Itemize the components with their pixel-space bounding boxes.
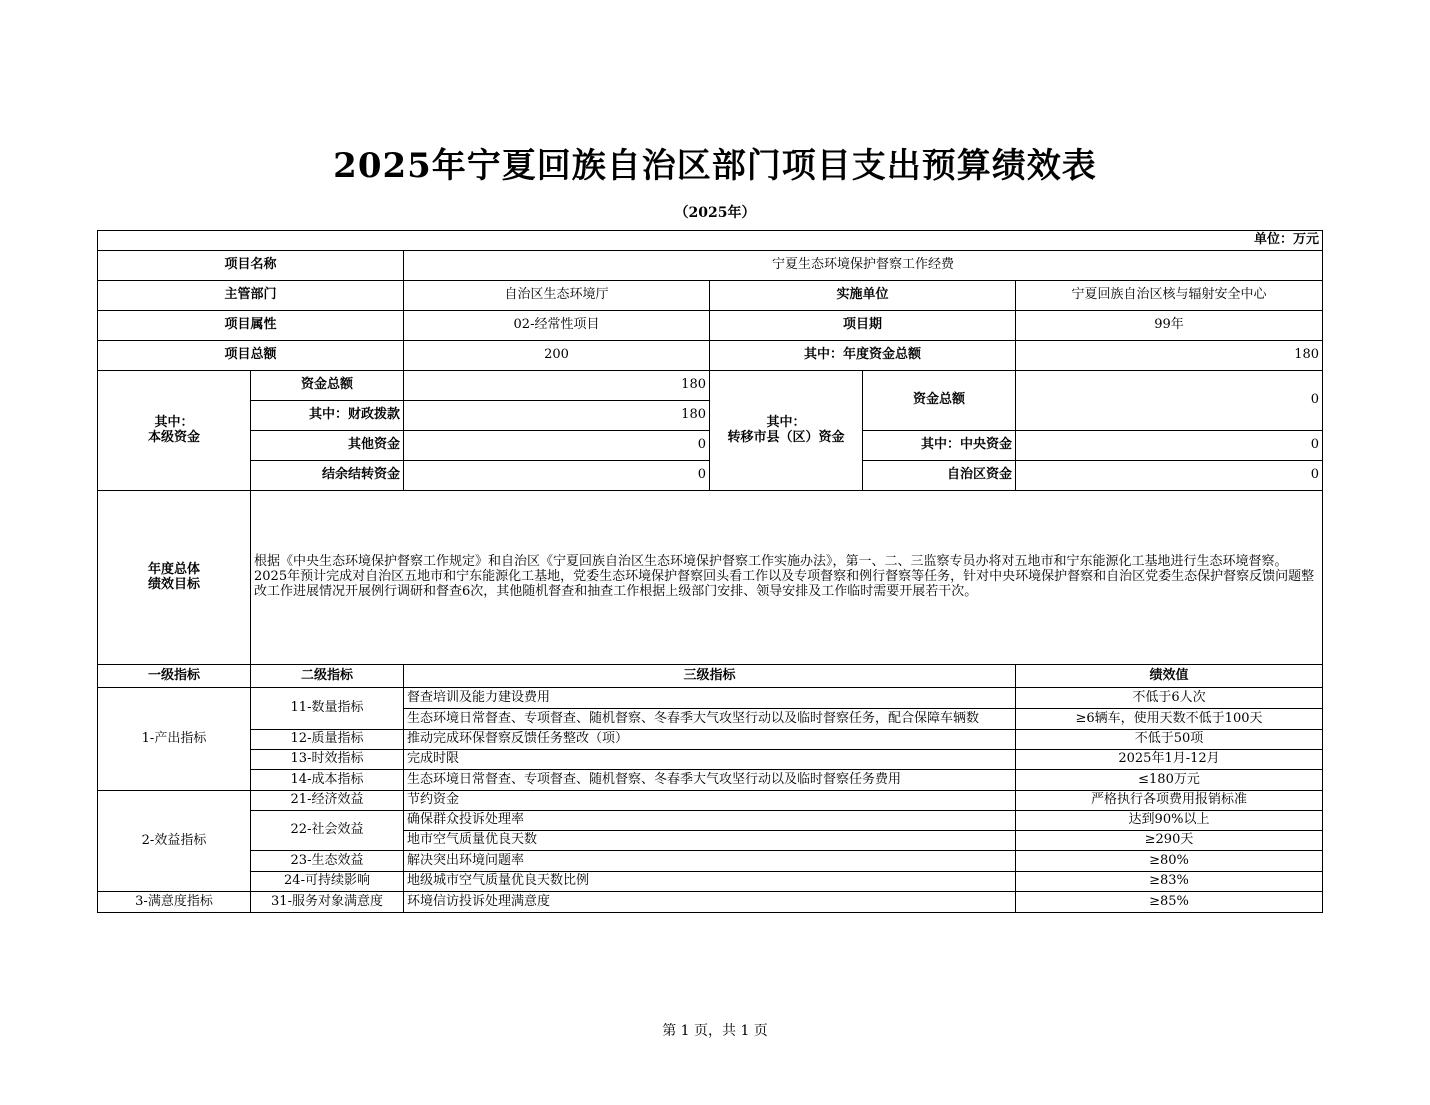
local-fiscal-value: 180 [404, 401, 710, 431]
service-indicator-label: 31-服务对象满意度 [251, 892, 404, 913]
page-title: 2025年宁夏回族自治区部门项目支出预算绩效表 [333, 146, 1097, 186]
indicator-value: 不低于6人次 [1016, 688, 1323, 709]
project-name-value: 宁夏生态环境保护督察工作经费 [404, 251, 1323, 281]
attr-value: 02-经常性项目 [404, 311, 710, 341]
indicator-text: 督查培训及能力建设费用 [404, 688, 1016, 709]
indicator-text: 完成时限 [404, 750, 1016, 770]
unit-label: 单位：万元 [98, 231, 1323, 251]
project-name-label: 项目名称 [98, 251, 404, 281]
quality-indicator-label: 12-质量指标 [251, 730, 404, 750]
transfer-central-label: 其中：中央资金 [863, 431, 1016, 461]
indicator-value: 达到90%以上 [1016, 811, 1323, 831]
economic-indicator-label: 21-经济效益 [251, 791, 404, 811]
header-level1: 一级指标 [98, 665, 251, 688]
indicator-value: ≥85% [1016, 892, 1323, 913]
sustain-indicator-label: 24-可持续影响 [251, 872, 404, 892]
local-carry-label: 结余结转资金 [251, 461, 404, 491]
transfer-region-value: 0 [1016, 461, 1323, 491]
benefit-indicator-label: 2-效益指标 [98, 791, 251, 892]
budget-performance-table [97, 230, 1323, 913]
indicator-text: 生态环境日常督查、专项督查、随机督察、冬春季大气攻坚行动以及临时督察任务费用 [404, 770, 1016, 791]
satisfaction-indicator-label: 3-满意度指标 [98, 892, 251, 913]
quantity-indicator-label: 11-数量指标 [251, 688, 404, 730]
period-label: 项目期 [710, 311, 1016, 341]
social-indicator-label: 22-社会效益 [251, 811, 404, 851]
indicator-text: 推动完成环保督察反馈任务整改（项） [404, 730, 1016, 750]
indicator-value: ≥6辆车，使用天数不低于100天 [1016, 709, 1323, 730]
header-level2: 二级指标 [251, 665, 404, 688]
local-fiscal-label: 其中：财政拨款 [251, 401, 404, 431]
indicator-value: 严格执行各项费用报销标准 [1016, 791, 1323, 811]
page-subtitle: （2025年） [674, 205, 756, 221]
time-indicator-label: 13-时效指标 [251, 750, 404, 770]
indicator-text: 环境信访投诉处理满意度 [404, 892, 1016, 913]
indicator-value: ≥83% [1016, 872, 1323, 892]
local-other-label: 其他资金 [251, 431, 404, 461]
goal-text: 根据《中央生态环境保护督察工作规定》和自治区《宁夏回族自治区生态环境保护督察工作实施办法》，第一、二、三监察专员办将对五地市和宁东能源化工基地进行生态环境督察。2025年预计完成对自治区五地市和宁东能源化工基地，党委生态环境保护督察回头看工作以及专项督察和例行督察等任务，针对中央环境保护督察和自治区党委生态保护督察反馈问题整改工作进展情况开展例行调研和督查6次，其他随机督查和抽查工作根据上级部门安排、领导安排及工作临时需要开展若干次。 [251, 491, 1323, 665]
indicator-text: 生态环境日常督查、专项督查、随机督察、冬春季大气攻坚行动以及临时督察任务，配合保障车辆数 [404, 709, 1016, 730]
page-footer: 第 1 页，共 1 页 [662, 1023, 768, 1039]
header-value: 绩效值 [1016, 665, 1323, 688]
total-value: 200 [404, 341, 710, 371]
indicator-value: 不低于50项 [1016, 730, 1323, 750]
transfer-total-label: 资金总额 [863, 371, 1016, 431]
dept-value: 自治区生态环境厅 [404, 281, 710, 311]
transfer-total-value: 0 [1016, 371, 1323, 431]
annual-label: 其中：年度资金总额 [710, 341, 1016, 371]
transfer-funds-label: 其中： 转移市县（区）资金 [710, 371, 863, 491]
local-total-value: 180 [404, 371, 710, 401]
local-other-value: 0 [404, 431, 710, 461]
indicator-value: ≥80% [1016, 851, 1323, 872]
local-funds-label: 其中： 本级资金 [98, 371, 251, 491]
indicator-value: 2025年1月-12月 [1016, 750, 1323, 770]
cost-indicator-label: 14-成本指标 [251, 770, 404, 791]
indicator-text: 解决突出环境问题率 [404, 851, 1016, 872]
annual-value: 180 [1016, 341, 1323, 371]
indicator-text: 节约资金 [404, 791, 1016, 811]
header-level3: 三级指标 [404, 665, 1016, 688]
indicator-text: 地市空气质量优良天数 [404, 831, 1016, 851]
dept-label: 主管部门 [98, 281, 404, 311]
impl-value: 宁夏回族自治区核与辐射安全中心 [1016, 281, 1323, 311]
local-carry-value: 0 [404, 461, 710, 491]
indicator-value: ≥290天 [1016, 831, 1323, 851]
transfer-region-label: 自治区资金 [863, 461, 1016, 491]
indicator-text: 确保群众投诉处理率 [404, 811, 1016, 831]
attr-label: 项目属性 [98, 311, 404, 341]
total-label: 项目总额 [98, 341, 404, 371]
impl-label: 实施单位 [710, 281, 1016, 311]
period-value: 99年 [1016, 311, 1323, 341]
eco-indicator-label: 23-生态效益 [251, 851, 404, 872]
indicator-text: 地级城市空气质量优良天数比例 [404, 872, 1016, 892]
goal-label: 年度总体 绩效目标 [98, 491, 251, 665]
local-total-label: 资金总额 [251, 371, 404, 401]
indicator-value: ≤180万元 [1016, 770, 1323, 791]
output-indicator-label: 1-产出指标 [98, 688, 251, 791]
transfer-central-value: 0 [1016, 431, 1323, 461]
